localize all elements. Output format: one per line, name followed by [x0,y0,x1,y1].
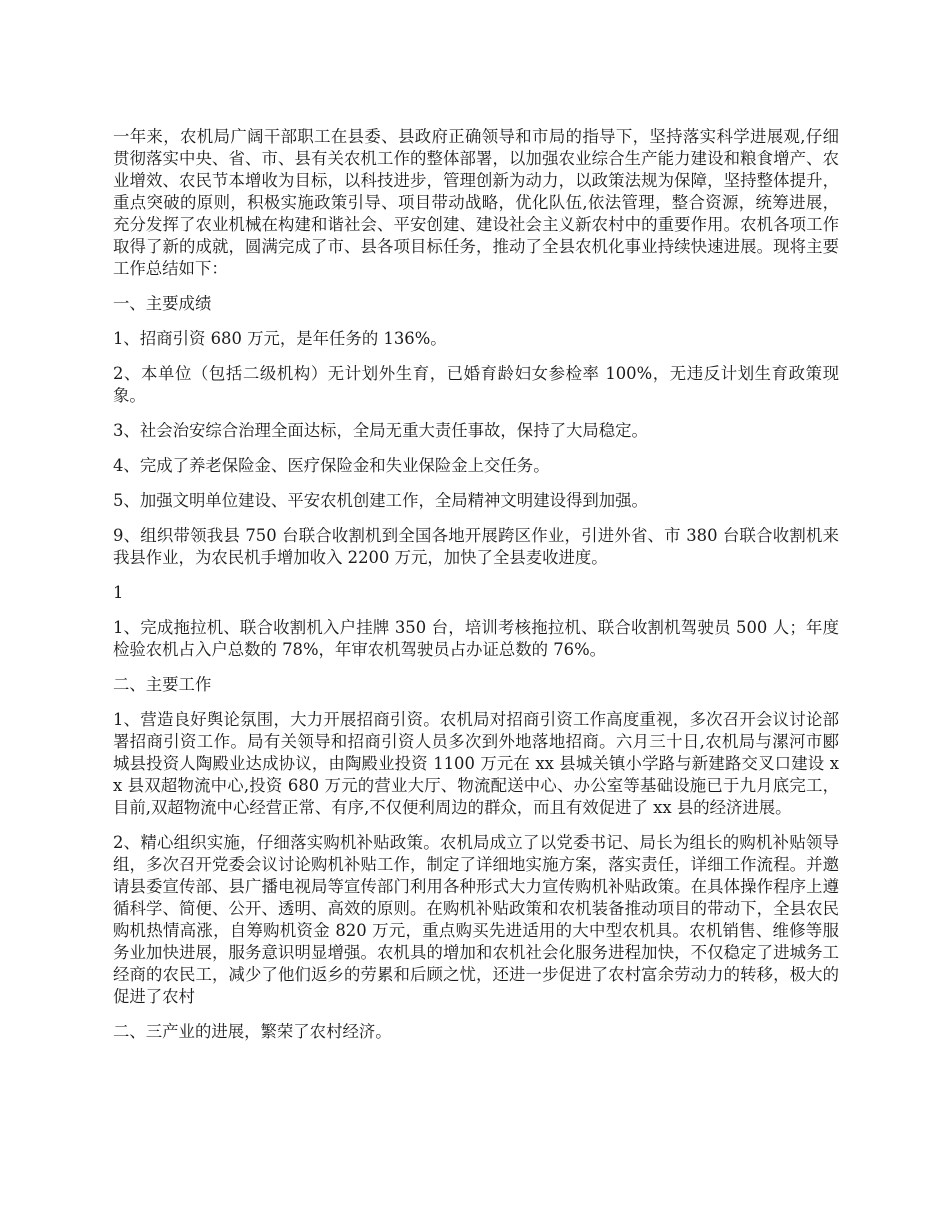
page-number-line: 1 [113,583,124,602]
work-item: 1、营造良好舆论氛围，大力开展招商引资。农机局对招商引资工作高度重视，多次召开会议讨论部署招商引资工作。局有关领导和招商引资人员多次到外地落地招商。六月三十日,农机局与漯河市郾城县投资人陶殿业达成协议，由陶殿业投资 1100 万元在 xx 县城关镇小学路与新建路交叉口建设 xx 县双超物流中心,投资 680 万元的营业大厅、物流配送中心、办公室等基础设施已于九月底完工，目前,双超物流中心经营正常、有序,不仅便利周边的群众，而且有效促进了 xx 县的经济进展。 [113,710,839,817]
section-heading-main-work: 二、主要工作 [113,675,212,694]
achievement-item: 2、本单位（包括二级机构）无计划外生育，已婚育龄妇女参检率 100%，无违反计划生育政策现象。 [113,364,839,405]
work-item: 2、精心组织实施，仔细落实购机补贴政策。农机局成立了以党委书记、局长为组长的购机补贴领导组，多次召开党委会议讨论购机补贴工作，制定了详细地实施方案，落实责任，详细工作流程。并邀请县委宣传部、县广播电视局等宣传部门利用各种形式大力宣传购机补贴政策。在具体操作程序上遵循科学、简便、公开、透明、高效的原则。在购机补贴政策和农机装备推动项目的带动下，全县农民购机热情高涨，自筹购机资金 820 万元，重点购买先进适用的大中型农机具。农机销售、维修等服务业加快进展，服务意识明显增强。农机具的增加和农机社会化服务进程加快，不仅稳定了进城务工经商的农民工，减少了他们返乡的劳累和后顾之忧，还进一步促进了农村富余劳动力的转移，极大的促进了农村 [113,833,839,1006]
intro-paragraph: 一年来，农机局广阔干部职工在县委、县政府正确领导和市局的指导下，坚持落实科学进展观,仔细贯彻落实中央、省、市、县有关农机工作的整体部署，以加强农业综合生产能力建设和粮食增产、农业增效、农民节本增收为目标，以科技进步，管理创新为动力，以政策法规为保障，坚持整体提升，重点突破的原则，积极实施政策引导、项目带动战略，优化队伍,依法管理，整合资源，统筹进展，充分发挥了农业机械在构建和谐社会、平安创建、建设社会主义新农村中的重要作用。农机各项工作取得了新的成就，圆满完成了市、县各项目标任务，推动了全县农机化事业持续快速进展。现将主要工作总结如下： [113,127,839,278]
achievement-item: 5、加强文明单位建设、平安农机创建工作，全局精神文明建设得到加强。 [113,491,648,510]
continuation-paragraph: 二、三产业的进展，繁荣了农村经济。 [113,1022,392,1041]
achievement-item: 1、招商引资 680 万元，是年任务的 136%。 [113,329,447,348]
achievement-item: 3、社会治安综合治理全面达标，全局无重大责任事故，保持了大局稳定。 [113,421,648,440]
document-body [113,126,839,1056]
section-heading-achievements: 一、主要成绩 [113,294,212,313]
achievement-item: 1、完成拖拉机、联合收割机入户挂牌 350 台，培训考核拖拉机、联合收割机驾驶员 500 人；年度检验农机占入户总数的 78%，年审农机驾驶员占办证总数的 76%。 [113,618,839,659]
achievement-item: 9、组织带领我县 750 台联合收割机到全国各地开展跨区作业，引进外省、市 380 台联合收割机来我县作业，为农民机手增加收入 2200 万元，加快了全县麦收进度。 [113,526,839,567]
achievement-item: 4、完成了养老保险金、医疗保险金和失业保险金上交任务。 [113,456,550,475]
